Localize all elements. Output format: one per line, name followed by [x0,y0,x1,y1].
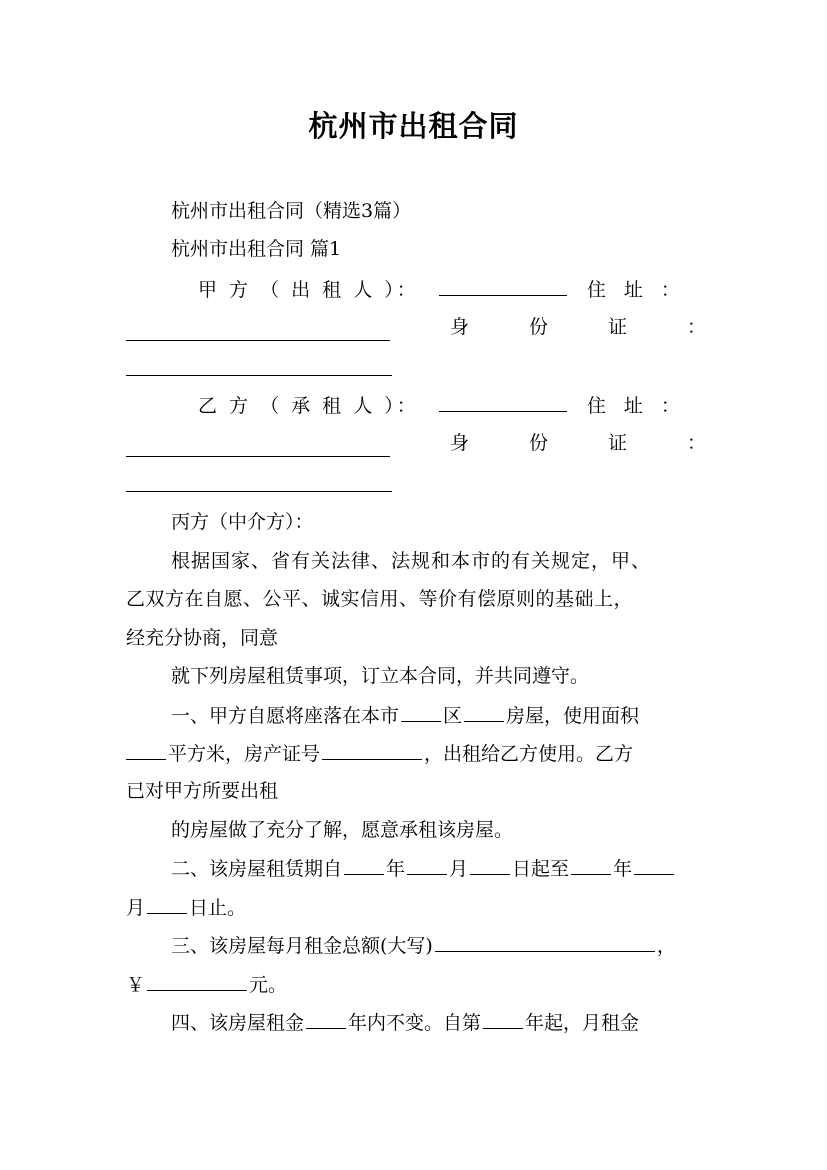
party-a-id-line [126,313,706,341]
clause-text: 年内不变。自第 [348,1012,482,1034]
party-a-id-char: 份 [528,316,548,338]
start-day-blank [470,854,510,875]
clause-1-line-2 [126,739,706,768]
preamble-line: 根据国家、省有关法律、法规和本市的有关规定，甲、 [171,550,652,572]
preamble-line: 乙双方在自愿、公平、诚实信用、等价有偿原则的基础上， [126,588,634,610]
clause-text: 元。 [249,974,288,996]
party-a-id-char: 证 [607,316,627,338]
party-a-name-blank [439,275,567,296]
area-blank [126,739,166,760]
end-year-blank [571,854,611,875]
clause-2-line-1 [171,854,706,883]
start-year-blank [344,854,384,875]
clause-3-line-1 [171,931,706,960]
clause-text: 年 [613,858,633,880]
clause-text: 日起至 [512,858,570,880]
party-b-line [198,391,706,420]
party-b-address-label: 住 址 ： [586,395,686,417]
party-b-id-char: 份 [528,432,548,454]
document-title: 杭州市出租合同 [308,109,519,143]
party-a-label: 甲 方 （ 出 租 人 ）： [198,279,419,301]
clause-text: 日止。 [189,897,247,919]
party-a-id-blank [126,375,392,376]
clause-text: 四、该房屋租金 [171,1012,305,1034]
party-c-label: 丙方（中介方）： [171,511,314,533]
party-a-address-label: 住 址 ： [586,279,686,301]
clause-text: 二、该房屋租赁期自 [171,858,343,880]
start-month-blank [407,854,447,875]
clause-text: 三、该房屋每月租金总额(大写) [171,935,433,957]
rent-amount-blank [147,970,247,991]
party-b-id-char: ： [686,432,706,454]
clause-text: ，出租给乙方使用。乙方 [424,743,634,765]
district-blank [401,701,441,722]
clause-text: 一、甲方自愿将座落在本市 [171,705,400,727]
party-a-id-char: 身 [449,316,469,338]
subtitle: 杭州市出租合同（精选3篇） [171,200,412,222]
party-b-id-char: 身 [449,432,469,454]
party-b-id-blank [126,491,392,492]
party-b-label: 乙 方 （ 承 租 人 ）： [198,395,419,417]
rent-uppercase-blank [435,931,655,952]
clause-text: ， [656,935,676,957]
clause-text: 平方米，房产证号 [168,743,321,765]
party-b-id-line [126,429,706,457]
clause-text: 区 [443,705,463,727]
street-blank [464,701,504,722]
end-day-blank [147,893,187,914]
years-unchanged-blank [306,1008,346,1029]
currency-symbol: ￥ [126,974,146,996]
clause-text: 房屋，使用面积 [506,705,640,727]
clause-text: 月 [126,897,146,919]
preamble-line: 就下列房屋租赁事项，订立本合同，并共同遵守。 [171,665,590,687]
clause-3-line-2 [126,970,706,999]
clause-text: 月 [449,858,469,880]
clause-1-line-3: 已对甲方所要出租 [126,780,279,802]
section-heading: 杭州市出租合同 篇1 [171,238,342,260]
party-b-address-blank [126,436,390,457]
party-a-address-blank [126,320,390,341]
clause-4-line-1 [171,1008,706,1037]
clause-text: 年起，月租金 [525,1012,640,1034]
clause-text: 年 [386,858,406,880]
party-b-name-blank [439,391,567,412]
clause-1-line-1 [171,701,706,730]
clause-2-line-2 [126,893,706,922]
party-a-line [198,275,706,304]
party-b-id-char: 证 [607,432,627,454]
from-year-blank [483,1008,523,1029]
preamble-line: 经充分协商，同意 [126,627,279,649]
end-month-blank [634,854,674,875]
certificate-blank [322,739,422,760]
clause-1-line-4: 的房屋做了充分了解，愿意承租该房屋。 [171,819,514,841]
party-a-id-char: ： [686,316,706,338]
